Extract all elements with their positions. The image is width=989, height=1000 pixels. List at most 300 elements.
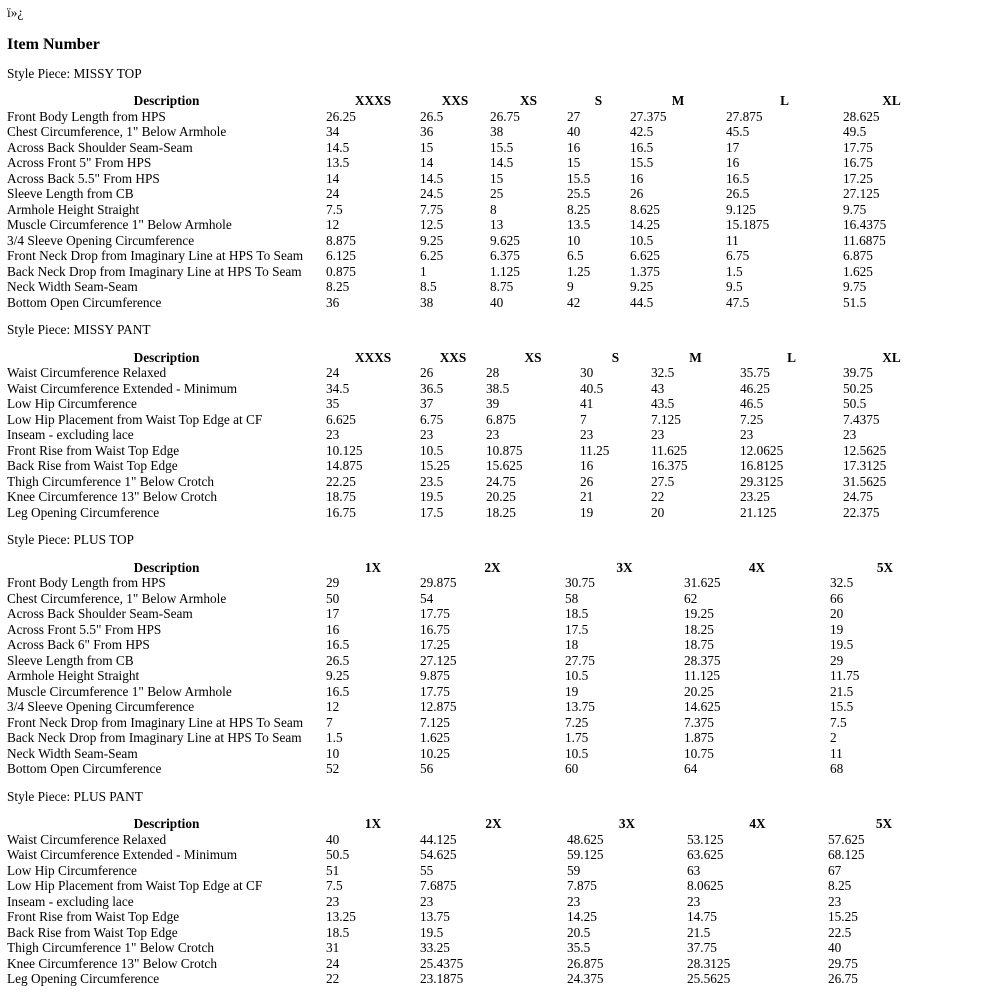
table-row xyxy=(7,653,940,669)
table-row xyxy=(7,925,940,941)
table-row xyxy=(7,684,940,700)
table-row xyxy=(7,443,940,459)
measurement-value: 41 xyxy=(580,396,594,411)
style-piece-label: Style Piece: PLUS PANT xyxy=(7,788,143,804)
measurement-value: 46.5 xyxy=(740,396,764,411)
size-header: 3X xyxy=(618,816,636,831)
description-header: Description xyxy=(133,559,200,575)
measurement-value: 7.375 xyxy=(684,714,714,730)
size-chart-missy-pant xyxy=(7,350,940,521)
measurement-value: 39.75 xyxy=(843,365,873,380)
measurement-value: 6.625 xyxy=(326,411,356,427)
measurement-value: 15.625 xyxy=(486,458,523,473)
measurement-value: 6.625 xyxy=(630,248,660,263)
measurement-value: 8.625 xyxy=(630,201,660,217)
measurement-value: 9.875 xyxy=(420,668,450,683)
table-row xyxy=(7,186,940,202)
measurement-value: 36 xyxy=(326,294,340,310)
measurement-value: 16.375 xyxy=(651,458,688,473)
measurement-value: 15.5 xyxy=(567,170,591,186)
size-header: L xyxy=(787,349,796,365)
measurement-description: Armhole Height Straight xyxy=(7,201,140,217)
size-header: XXXS xyxy=(354,349,392,365)
measurement-description: Across Back Shoulder Seam-Seam xyxy=(7,139,193,155)
measurement-value: 9.625 xyxy=(490,232,520,248)
measurement-value: 1.625 xyxy=(420,730,450,745)
measurement-value: 16.8125 xyxy=(740,458,784,473)
measurement-value: 10.5 xyxy=(565,668,589,683)
measurement-value: 15 xyxy=(420,139,434,155)
table-row xyxy=(7,909,940,925)
measurement-value: 14.5 xyxy=(420,170,444,186)
measurement-value: 10.125 xyxy=(326,442,363,458)
measurement-value: 8.25 xyxy=(567,201,591,217)
measurement-value: 18 xyxy=(565,637,579,652)
measurement-value: 26 xyxy=(420,365,434,380)
measurement-description: Muscle Circumference 1" Below Armhole xyxy=(7,217,232,232)
measurement-value: 18.25 xyxy=(684,621,714,637)
measurement-value: 17.75 xyxy=(420,683,450,699)
table-row xyxy=(7,279,940,295)
measurement-value: 26.75 xyxy=(828,971,858,986)
table-row xyxy=(7,761,940,777)
measurement-value: 16.5 xyxy=(326,637,350,652)
size-header: XL xyxy=(882,349,901,365)
measurement-description: Sleeve Length from CB xyxy=(7,186,134,201)
measurement-value: 13.75 xyxy=(565,699,595,714)
measurement-value: 37 xyxy=(420,396,434,411)
table-row xyxy=(7,202,940,218)
measurement-value: 24 xyxy=(326,955,340,971)
measurement-value: 6.25 xyxy=(420,248,444,263)
measurement-description: Muscle Circumference 1" Below Armhole xyxy=(7,683,232,699)
measurement-value: 38 xyxy=(490,124,504,139)
measurement-value: 54 xyxy=(420,590,434,606)
measurement-value: 11.25 xyxy=(580,442,610,458)
table-row xyxy=(7,940,940,956)
measurement-value: 67 xyxy=(828,862,842,878)
measurement-value: 7.5 xyxy=(830,714,847,730)
table-row xyxy=(7,124,940,140)
measurement-value: 23.1875 xyxy=(420,971,464,986)
measurement-value: 23 xyxy=(420,893,434,909)
measurement-value: 23 xyxy=(567,893,581,909)
measurement-value: 17 xyxy=(326,606,340,621)
measurement-value: 1.375 xyxy=(630,263,660,279)
measurement-value: 64 xyxy=(684,761,698,776)
size-chart-plus-top xyxy=(7,560,940,777)
measurement-value: 29 xyxy=(830,652,844,668)
measurement-value: 25.5 xyxy=(567,186,591,201)
header-row xyxy=(7,350,940,366)
measurement-value: 9.75 xyxy=(843,279,867,294)
measurement-value: 44.5 xyxy=(630,294,654,310)
measurement-value: 17.3125 xyxy=(843,458,887,473)
measurement-value: 26.5 xyxy=(726,186,750,201)
measurement-value: 18.5 xyxy=(565,606,589,621)
measurement-value: 23 xyxy=(651,427,665,442)
measurement-value: 14 xyxy=(420,155,434,170)
measurement-value: 8 xyxy=(490,201,497,217)
measurement-description: Low Hip Circumference xyxy=(7,396,137,411)
measurement-value: 27.125 xyxy=(420,652,457,668)
measurement-value: 52 xyxy=(326,761,340,776)
measurement-value: 56 xyxy=(420,761,434,776)
measurement-value: 16.5 xyxy=(326,683,350,699)
measurement-value: 9.25 xyxy=(630,279,654,294)
measurement-value: 31.5625 xyxy=(843,473,887,489)
size-header: M xyxy=(689,349,702,365)
measurement-value: 22 xyxy=(651,489,665,504)
measurement-value: 26.75 xyxy=(490,108,520,124)
section-plus-top xyxy=(7,532,982,777)
size-header: S xyxy=(594,93,603,108)
measurement-value: 33.25 xyxy=(420,940,450,955)
measurement-value: 38.5 xyxy=(486,380,510,396)
measurement-value: 10.25 xyxy=(420,745,450,761)
measurement-value: 66 xyxy=(830,590,844,606)
measurement-value: 14.25 xyxy=(630,217,660,232)
measurement-value: 58 xyxy=(565,590,579,606)
table-row xyxy=(7,730,940,746)
style-piece-label: Style Piece: PLUS TOP xyxy=(7,532,134,547)
measurement-value: 26 xyxy=(630,186,644,201)
measurement-description: Front Rise from Waist Top Edge xyxy=(7,442,180,458)
size-header: 1X xyxy=(364,816,382,831)
measurement-value: 23.5 xyxy=(420,473,444,489)
table-row xyxy=(7,956,940,972)
measurement-description: Across Back Shoulder Seam-Seam xyxy=(7,606,193,621)
measurement-value: 18.75 xyxy=(684,637,714,652)
measurement-value: 63.625 xyxy=(687,847,724,862)
table-row xyxy=(7,591,940,607)
measurement-value: 10.75 xyxy=(684,745,714,761)
measurement-value: 16.5 xyxy=(630,139,654,155)
measurement-value: 22.25 xyxy=(326,473,356,489)
document xyxy=(7,5,982,987)
measurement-value: 6.875 xyxy=(843,248,873,263)
measurement-value: 26.25 xyxy=(326,108,356,124)
measurement-value: 1 xyxy=(420,263,427,279)
measurement-value: 7.125 xyxy=(651,411,681,427)
measurement-value: 24.5 xyxy=(420,186,444,201)
table-row xyxy=(7,746,940,762)
measurement-description: Knee Circumference 13" Below Crotch xyxy=(7,489,217,504)
table-row xyxy=(7,412,940,428)
measurement-value: 20 xyxy=(830,606,844,621)
measurement-value: 49.5 xyxy=(843,124,867,139)
measurement-value: 1.625 xyxy=(843,263,873,279)
size-header: 1X xyxy=(364,559,382,575)
measurement-value: 54.625 xyxy=(420,847,457,862)
style-piece-label: Style Piece: MISSY TOP xyxy=(7,65,142,81)
measurement-description: Leg Opening Circumference xyxy=(7,971,160,986)
measurement-value: 44.125 xyxy=(420,831,457,847)
measurement-description: Chest Circumference, 1" Below Armhole xyxy=(7,590,227,606)
measurement-value: 18.75 xyxy=(326,489,356,504)
measurement-value: 20.25 xyxy=(684,683,714,699)
measurement-value: 7.5 xyxy=(326,201,343,217)
measurement-value: 7 xyxy=(580,411,587,427)
header-row xyxy=(7,93,940,109)
table-row xyxy=(7,489,940,505)
measurement-value: 6.75 xyxy=(420,411,444,427)
measurement-description: Low Hip Placement from Waist Top Edge at CF xyxy=(7,878,263,893)
measurement-value: 16.75 xyxy=(843,155,873,170)
measurement-value: 14 xyxy=(326,170,340,186)
measurement-description: Neck Width Seam-Seam xyxy=(7,745,138,761)
table-row xyxy=(7,668,940,684)
measurement-value: 55 xyxy=(420,862,434,878)
section-missy-pant xyxy=(7,322,982,520)
size-chart-missy-top xyxy=(7,93,940,310)
measurement-value: 36 xyxy=(420,124,434,139)
page-title: Item Number xyxy=(7,35,100,53)
description-header: Description xyxy=(133,816,200,831)
measurement-value: 7 xyxy=(326,714,333,730)
measurement-value: 17.5 xyxy=(420,504,444,520)
measurement-value: 14.5 xyxy=(326,139,350,155)
measurement-value: 25.5625 xyxy=(687,971,731,986)
measurement-value: 26.5 xyxy=(326,652,350,668)
measurement-value: 19 xyxy=(565,683,579,699)
table-row xyxy=(7,622,940,638)
measurement-description: Leg Opening Circumference xyxy=(7,504,160,520)
measurement-value: 13.5 xyxy=(567,217,591,232)
measurement-value: 2 xyxy=(830,730,837,745)
measurement-value: 1.75 xyxy=(565,730,589,745)
measurement-value: 23 xyxy=(740,427,754,442)
measurement-value: 31.625 xyxy=(684,575,721,590)
measurement-value: 34.5 xyxy=(326,380,350,396)
measurement-description: Across Front 5" From HPS xyxy=(7,155,152,170)
table-row xyxy=(7,248,940,264)
measurement-value: 14.5 xyxy=(490,155,514,170)
table-row xyxy=(7,381,940,397)
measurement-description: Thigh Circumference 1" Below Crotch xyxy=(7,940,215,955)
measurement-value: 22.375 xyxy=(843,504,880,520)
size-header: XL xyxy=(882,93,901,108)
measurement-description: Front Body Length from HPS xyxy=(7,575,166,590)
measurement-description: Chest Circumference, 1" Below Armhole xyxy=(7,124,227,139)
header-row xyxy=(7,816,940,832)
measurement-value: 12.5625 xyxy=(843,442,887,458)
measurement-value: 31 xyxy=(326,940,340,955)
measurement-description: Low Hip Circumference xyxy=(7,862,137,878)
measurement-value: 11.125 xyxy=(684,668,721,683)
measurement-value: 32.5 xyxy=(830,575,854,590)
measurement-value: 36.5 xyxy=(420,380,444,396)
measurement-value: 26.875 xyxy=(567,955,604,971)
measurement-value: 21 xyxy=(580,489,594,504)
table-row xyxy=(7,155,940,171)
measurement-value: 6.125 xyxy=(326,248,356,263)
measurement-value: 68 xyxy=(830,761,844,776)
measurement-description: Back Rise from Waist Top Edge xyxy=(7,924,178,940)
measurement-value: 7.6875 xyxy=(420,878,457,893)
measurement-value: 11 xyxy=(726,232,739,248)
table-row xyxy=(7,295,940,311)
measurement-value: 19 xyxy=(580,504,594,520)
measurement-value: 26 xyxy=(580,473,594,489)
measurement-description: 3/4 Sleeve Opening Circumference xyxy=(7,232,195,248)
measurement-value: 19.5 xyxy=(420,924,444,940)
table-row xyxy=(7,894,940,910)
measurement-description: Waist Circumference Relaxed xyxy=(7,831,167,847)
measurement-value: 8.5 xyxy=(420,279,437,294)
measurement-value: 39 xyxy=(486,396,500,411)
measurement-description: Sleeve Length from CB xyxy=(7,652,134,668)
measurement-value: 15 xyxy=(567,155,581,170)
measurement-description: Waist Circumference Extended - Minimum xyxy=(7,380,238,396)
measurement-value: 9.75 xyxy=(843,201,867,217)
size-header: 5X xyxy=(876,559,894,575)
measurement-value: 45.5 xyxy=(726,124,750,139)
table-row xyxy=(7,699,940,715)
measurement-value: 35 xyxy=(326,396,340,411)
measurement-value: 40 xyxy=(828,940,842,955)
measurement-description: Inseam - excluding lace xyxy=(7,427,134,442)
size-header: M xyxy=(671,93,685,108)
measurement-value: 16 xyxy=(726,155,740,170)
measurement-description: Across Back 5.5" From HPS xyxy=(7,170,160,186)
measurement-value: 50 xyxy=(326,590,340,606)
table-row xyxy=(7,396,940,412)
measurement-value: 42.5 xyxy=(630,124,654,139)
measurement-value: 14.875 xyxy=(326,458,363,473)
measurement-value: 29 xyxy=(326,575,340,590)
measurement-value: 25.4375 xyxy=(420,955,464,971)
measurement-value: 17 xyxy=(726,139,740,155)
measurement-value: 1.875 xyxy=(684,730,714,745)
measurement-value: 10.5 xyxy=(420,442,444,458)
measurement-value: 34 xyxy=(326,124,340,139)
measurement-value: 14.625 xyxy=(684,699,721,714)
measurement-value: 16.4375 xyxy=(843,217,887,232)
size-header: XXXS xyxy=(354,93,392,108)
measurement-value: 9 xyxy=(567,279,574,294)
table-row xyxy=(7,847,940,863)
table-row xyxy=(7,140,940,156)
measurement-value: 18.25 xyxy=(486,504,516,520)
measurement-value: 25 xyxy=(490,186,504,201)
measurement-value: 15.5 xyxy=(630,155,654,170)
measurement-value: 26.5 xyxy=(420,108,444,124)
measurement-description: Armhole Height Straight xyxy=(7,668,140,683)
measurement-value: 1.125 xyxy=(490,263,520,279)
size-header: 4X xyxy=(749,816,766,831)
measurement-value: 29.3125 xyxy=(740,473,784,489)
measurement-value: 18.5 xyxy=(326,924,350,940)
measurement-value: 10.875 xyxy=(486,442,523,458)
measurement-value: 13 xyxy=(490,217,504,232)
measurement-value: 63 xyxy=(687,862,701,878)
measurement-value: 60 xyxy=(565,761,579,776)
measurement-value: 28 xyxy=(486,365,500,380)
measurement-value: 40 xyxy=(490,294,504,310)
measurement-value: 6.375 xyxy=(490,248,520,263)
measurement-value: 51 xyxy=(326,862,340,878)
description-header: Description xyxy=(133,93,200,108)
measurement-value: 1.5 xyxy=(726,263,743,279)
table-row xyxy=(7,715,940,731)
measurement-value: 16 xyxy=(326,621,340,637)
measurement-value: 17.75 xyxy=(843,139,873,155)
measurement-value: 10 xyxy=(326,745,340,761)
measurement-description: Back Neck Drop from Imaginary Line at HPS To Seam xyxy=(7,730,302,745)
measurement-value: 16.5 xyxy=(726,170,750,186)
measurement-value: 50.25 xyxy=(843,380,873,396)
table-row xyxy=(7,109,940,125)
measurement-value: 7.875 xyxy=(567,878,597,893)
measurement-value: 16 xyxy=(567,139,581,155)
measurement-description: Front Body Length from HPS xyxy=(7,108,166,124)
description-header: Description xyxy=(133,349,200,365)
measurement-value: 13.5 xyxy=(326,155,350,170)
measurement-value: 7.75 xyxy=(420,201,444,217)
style-piece-label: Style Piece: MISSY PANT xyxy=(7,322,151,337)
measurement-value: 23 xyxy=(326,893,340,909)
measurement-value: 43.5 xyxy=(651,396,675,411)
measurement-description: Waist Circumference Extended - Minimum xyxy=(7,847,238,862)
table-row xyxy=(7,606,940,622)
table-row xyxy=(7,637,940,653)
measurement-value: 23 xyxy=(687,893,701,909)
measurement-description: Front Neck Drop from Imaginary Line at HPS To Seam xyxy=(7,248,304,263)
size-header: L xyxy=(780,93,789,108)
measurement-value: 35.75 xyxy=(740,365,770,380)
measurement-value: 19.25 xyxy=(684,606,714,621)
measurement-value: 15.5 xyxy=(490,139,514,155)
measurement-value: 57.625 xyxy=(828,831,865,847)
size-header: 2X xyxy=(485,816,502,831)
measurement-value: 30 xyxy=(580,365,594,380)
measurement-value: 59 xyxy=(567,862,581,878)
measurement-value: 27.125 xyxy=(843,186,880,201)
measurement-value: 7.25 xyxy=(565,714,589,730)
measurement-description: Front Rise from Waist Top Edge xyxy=(7,909,180,924)
measurement-value: 53.125 xyxy=(687,831,724,847)
size-header: 4X xyxy=(748,559,766,575)
measurement-value: 68.125 xyxy=(828,847,865,862)
measurement-value: 28.625 xyxy=(843,108,880,124)
measurement-value: 8.25 xyxy=(828,878,852,893)
measurement-value: 24.375 xyxy=(567,971,604,986)
measurement-value: 12 xyxy=(326,217,340,232)
table-row xyxy=(7,832,940,848)
measurement-value: 8.875 xyxy=(326,232,356,248)
measurement-value: 6.5 xyxy=(567,248,584,263)
measurement-value: 11.6875 xyxy=(843,232,886,248)
measurement-value: 16.75 xyxy=(420,621,450,637)
measurement-value: 17.25 xyxy=(843,170,873,186)
measurement-value: 23 xyxy=(843,427,857,442)
measurement-description: Across Front 5.5" From HPS xyxy=(7,621,162,637)
measurement-value: 51.5 xyxy=(843,294,867,310)
measurement-value: 37.75 xyxy=(687,940,717,955)
table-row xyxy=(7,365,940,381)
measurement-value: 24.75 xyxy=(486,473,516,489)
measurement-value: 35.5 xyxy=(567,940,591,955)
measurement-value: 23.25 xyxy=(740,489,770,504)
table-row xyxy=(7,575,940,591)
measurement-value: 1.5 xyxy=(326,730,343,745)
measurement-value: 38 xyxy=(420,294,434,310)
measurement-description: Bottom Open Circumference xyxy=(7,294,162,310)
measurement-value: 7.25 xyxy=(740,411,764,427)
measurement-value: 27.75 xyxy=(565,652,595,668)
measurement-value: 15 xyxy=(490,170,504,186)
